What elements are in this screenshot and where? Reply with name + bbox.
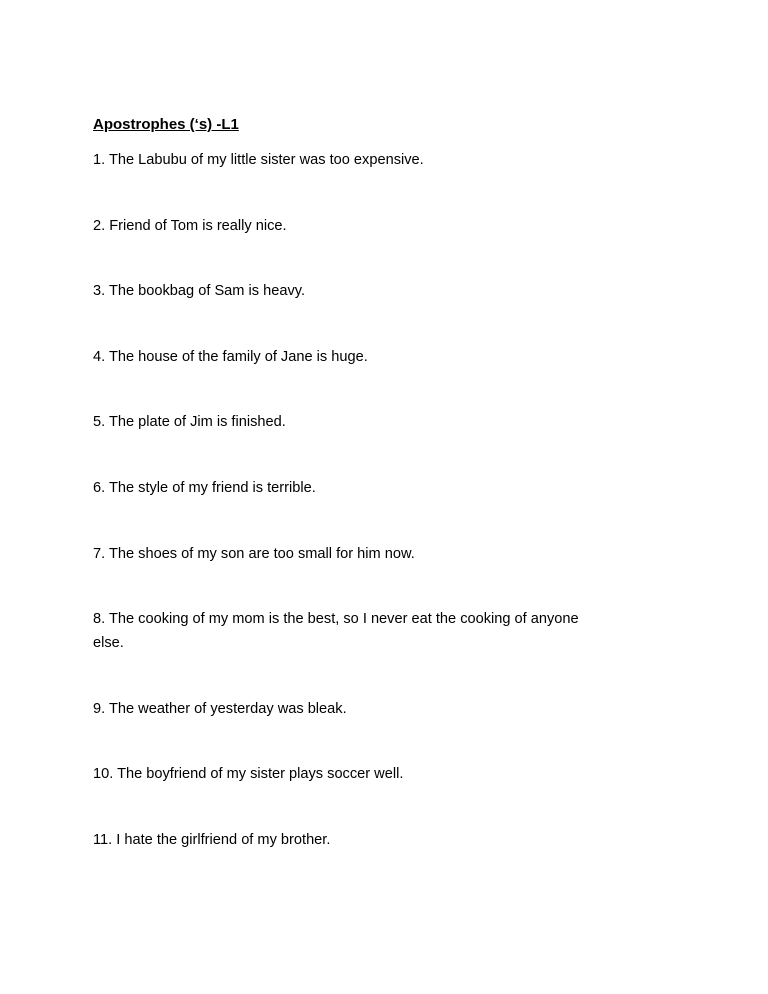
exercise-item-3: 3. The bookbag of Sam is heavy. <box>93 283 306 300</box>
exercise-item-4: 4. The house of the family of Jane is huge. <box>93 348 368 365</box>
exercise-item-11: 11. I hate the girlfriend of my brother. <box>93 831 331 848</box>
exercise-item-10: 10. The boyfriend of my sister plays soccer well. <box>93 766 404 783</box>
exercise-item-7: 7. The shoes of my son are too small for him now. <box>93 545 415 562</box>
worksheet <box>93 114 673 894</box>
exercise-item-1: 1. The Labubu of my little sister was too expensive. <box>93 152 424 168</box>
exercise-item-9: 9. The weather of yesterday was bleak. <box>93 700 347 717</box>
exercise-item-6: 6. The style of my friend is terrible. <box>93 479 316 496</box>
exercise-item-8: 8. The cooking of my mom is the best, so I never eat the cooking of anyone else. <box>93 611 579 652</box>
worksheet-title: Apostrophes (‘s) -L1 <box>93 116 239 133</box>
exercise-item-2: 2. Friend of Tom is really nice. <box>93 217 287 234</box>
exercise-item-5: 5. The plate of Jim is finished. <box>93 414 286 431</box>
